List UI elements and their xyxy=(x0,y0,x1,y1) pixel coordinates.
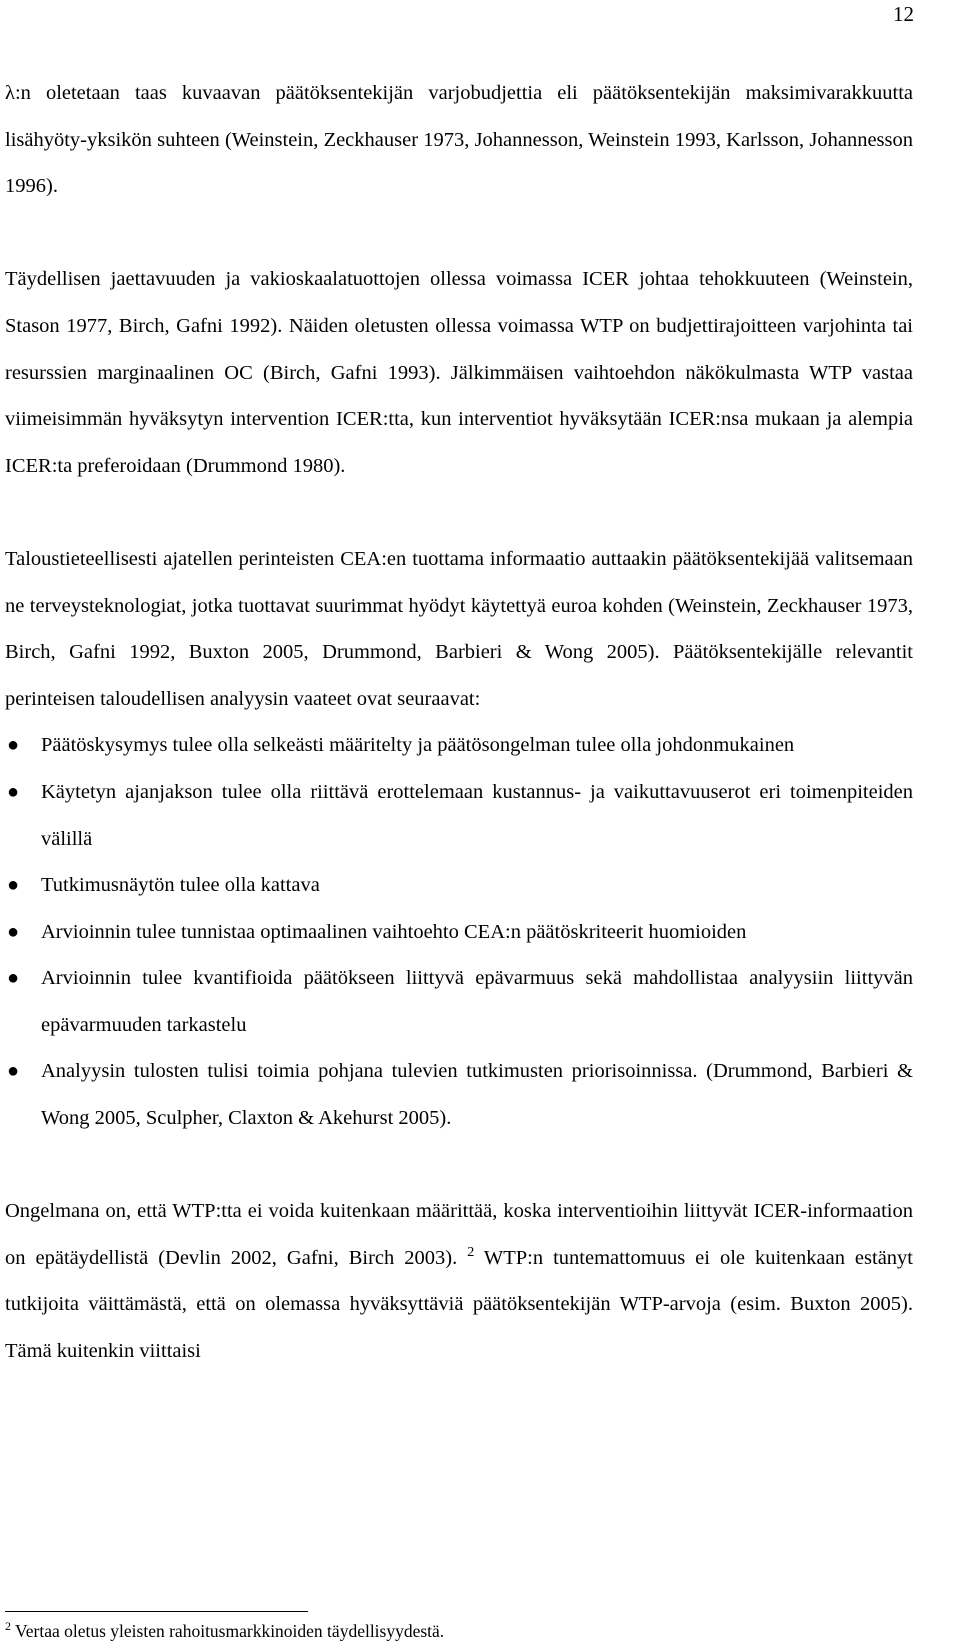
list-item xyxy=(5,722,913,769)
list-item xyxy=(5,955,913,1048)
paragraph-cea-information: Taloustieteellisesti ajatellen perinteisten CEA:en tuottama informaatio auttaakin päätöksentekijää valitsemaan ne terveysteknologiat, jotka tuottavat suurimmat hyödyt käytettyä euroa kohden (Weinstein, Zeckhauser 1973, Birch, Gafni 1992, Buxton 2005, Drummond, Barbieri & Wong 2005). Päätöksentekijälle relevantit perinteisen taloudellisen analyysin vaateet ovat seuraavat: xyxy=(5,547,913,710)
list-item xyxy=(5,769,913,862)
list-item xyxy=(5,862,913,909)
list-item-text: Arvioinnin tulee kvantifioida päätökseen liittyvä epävarmuus sekä mahdollistaa analyysiin liittyvän epävarmuuden tarkastelu xyxy=(41,967,913,1036)
paragraph-icer-efficiency: Täydellisen jaettavuuden ja vakioskaalatuottojen ollessa voimassa ICER johtaa tehokkuuteen (Weinstein, Stason 1977, Birch, Gafni 1992). Näiden oletusten ollessa voimassa WTP on budjettirajoitteen varjohinta tai resurssien marginaalinen OC (Birch, Gafni 1993). Jälkimmäisen vaihtoehdon näkökulmasta WTP vastaa viimeisimmän hyväksytyn intervention ICER:tta, kun interventiot hyväksytään ICER:nsa mukaan ja alempia ICER:ta preferoidaan (Drummond 1980). xyxy=(5,268,913,477)
list-item-text: Päätöskysymys tulee olla selkeästi määritelty ja päätösongelman tulee olla johdonmukainen xyxy=(41,734,795,757)
list-item-text: Tutkimusnäytön tulee olla kattava xyxy=(41,874,320,897)
paragraph-text: WTP:n tuntemattomuus ei ole kuitenkaan estänyt tutkijoita väittämästä, että on olemassa hyväksyttäviä päätöksentekijän WTP-arvoja (esim. Buxton 2005). Tämä kuitenkin viittaisi xyxy=(5,1246,914,1363)
bullet-icon: ● xyxy=(7,920,20,943)
list-item xyxy=(5,1048,913,1141)
bullet-icon: ● xyxy=(7,967,20,990)
bullet-icon: ● xyxy=(7,780,20,803)
bullet-icon: ● xyxy=(7,874,20,897)
footnote-separator xyxy=(5,1611,308,1612)
list-item-text: Arvioinnin tulee tunnistaa optimaalinen vaihtoehto CEA:n päätöskriteerit huomioiden xyxy=(41,920,747,943)
document-body xyxy=(5,70,913,1375)
footnote xyxy=(5,1619,444,1643)
footnote-reference[interactable]: 2 xyxy=(467,1245,475,1261)
paragraph-lambda: λ:n oletetaan taas kuvaavan päätöksentekijän varjobudjettia eli päätöksentekijän maksimivarakkuutta lisähyöty-yksikön suhteen (Weinstein, Zeckhauser 1973, Johannesson, Weinstein 1993, Karlsson, Johannesson 1996). xyxy=(5,82,913,198)
bullet-icon: ● xyxy=(7,734,20,757)
page-number: 12 xyxy=(893,2,914,26)
list-item-text: Käytetyn ajanjakson tulee olla riittävä erottelemaan kustannus- ja vaikuttavuuserot eri toimenpiteiden välillä xyxy=(41,780,913,850)
footnote-marker: 2 xyxy=(5,1619,11,1634)
paragraph-wtp-problem xyxy=(5,1188,913,1374)
bullet-icon: ● xyxy=(7,1060,20,1083)
list-item xyxy=(5,909,913,956)
footnote-text: Vertaa oletus yleisten rahoitusmarkkinoiden täydellisyydestä. xyxy=(11,1621,445,1641)
list-item-text: Analyysin tulosten tulisi toimia pohjana tulevien tutkimusten priorisoinnissa. (Drummond, Barbieri & Wong 2005, Sculpher, Claxton & Akehurst 2005). xyxy=(41,1060,913,1130)
requirements-list xyxy=(5,722,913,1141)
paragraph-text: Ongelmana on, että WTP:tta ei voida kuitenkaan määrittää, koska interventioihin liittyvät ICER-informaation on epätäydellistä (Devlin 2002, Gafni, Birch 2003). xyxy=(5,1200,913,1269)
